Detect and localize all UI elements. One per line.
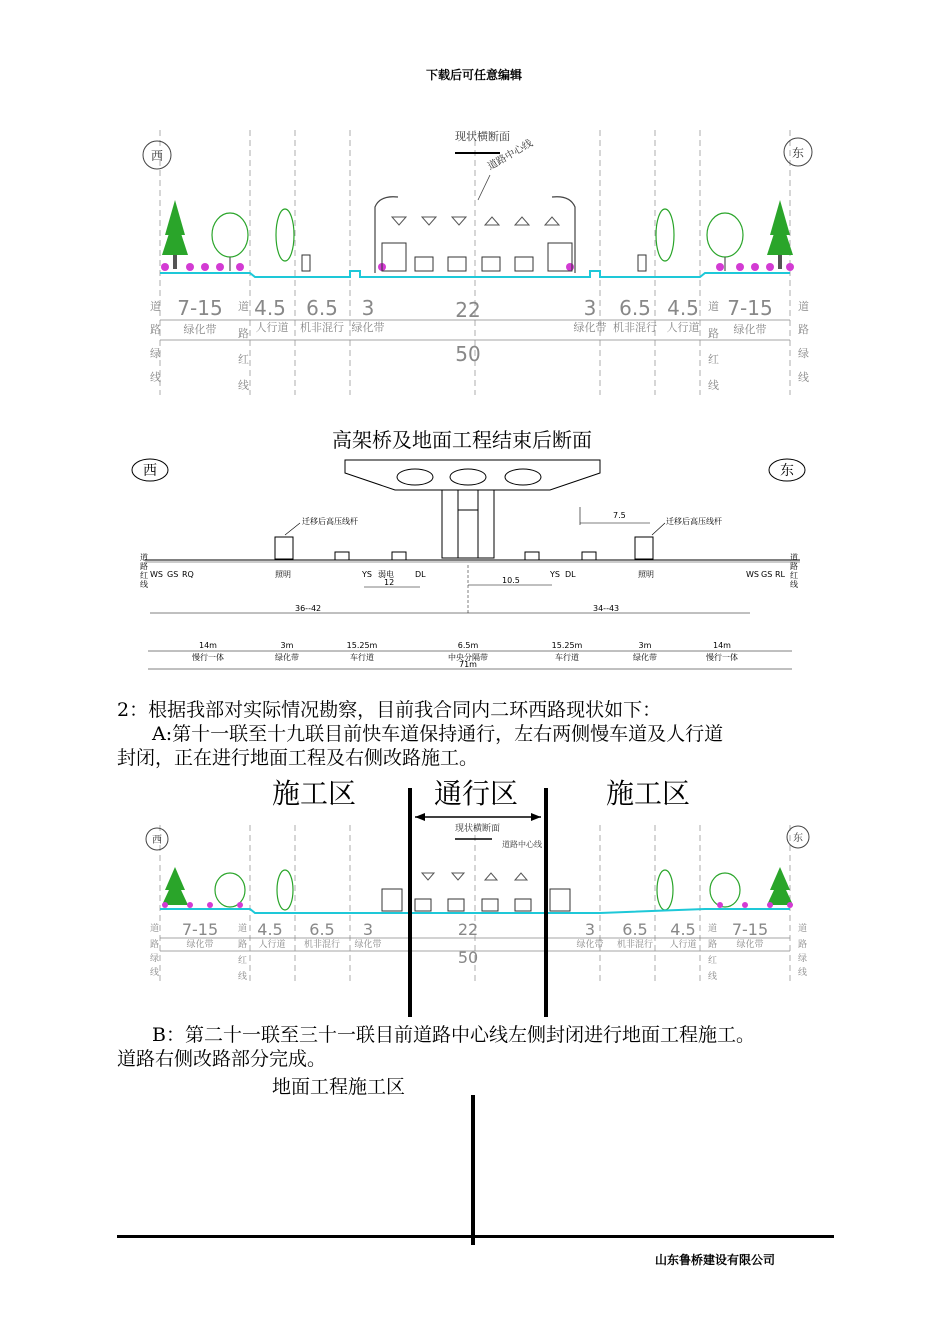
zone-label-right: 施工区 (606, 777, 691, 810)
svg-text:红: 红 (238, 956, 248, 966)
svg-text:4.5: 4.5 (257, 920, 283, 939)
svg-text:GS: GS (761, 570, 773, 579)
bridge-deck (345, 460, 600, 490)
svg-text:道: 道 (238, 924, 248, 934)
svg-text:DL: DL (415, 570, 426, 579)
vehicles (302, 243, 646, 271)
svg-text:3: 3 (584, 920, 596, 939)
center-vertical-line (471, 1095, 475, 1245)
label-nonmotor-right: 机非混行 (613, 321, 657, 334)
total-width: 50 (455, 342, 481, 366)
lamp-left (375, 197, 398, 273)
svg-text:WS: WS (150, 570, 163, 579)
svg-text:线: 线 (708, 972, 718, 982)
width-2: 6.5 (306, 296, 338, 320)
ground-zone-label: 地面工程施工区 (272, 1076, 406, 1098)
width-4: 22 (455, 298, 481, 322)
svg-text:WS: WS (746, 570, 759, 579)
tree-right-1 (767, 200, 793, 269)
svg-text:红: 红 (140, 571, 148, 580)
svg-text:绿化带: 绿化带 (186, 940, 214, 950)
svg-text:线: 线 (150, 968, 160, 978)
svg-text:12: 12 (384, 578, 395, 587)
svg-text:人行道: 人行道 (669, 940, 697, 950)
width-7: 4.5 (667, 296, 699, 320)
svg-text:红: 红 (790, 571, 798, 580)
paragraph-2b: 封闭，正在进行地面工程及右侧改路施工。 (117, 747, 479, 769)
width-1: 4.5 (254, 296, 286, 320)
svg-text:机非混行: 机非混行 (303, 940, 341, 950)
svg-text:路: 路 (708, 327, 719, 340)
svg-text:绿: 绿 (150, 954, 160, 964)
svg-text:50: 50 (457, 948, 479, 967)
svg-text:RQ: RQ (182, 570, 194, 579)
existing-title: 现状横断面 (455, 130, 510, 143)
pole-label-right: 迁移后高压线杆 (666, 517, 722, 526)
compass-east-label: 东 (791, 146, 805, 160)
svg-text:红: 红 (238, 353, 249, 366)
svg-text:10.5: 10.5 (502, 576, 520, 585)
svg-text:15.25m: 15.25m (551, 641, 583, 650)
svg-text:路: 路 (708, 940, 718, 950)
paragraph-1: 2：根据我部对实际情况勘察，目前我合同内二环西路现状如下： (117, 699, 662, 721)
svg-text:车行道: 车行道 (555, 653, 579, 662)
svg-text:绿化带: 绿化带 (633, 653, 657, 662)
svg-text:34--43: 34--43 (593, 604, 620, 613)
svg-text:线: 线 (140, 580, 148, 589)
svg-text:14m: 14m (713, 641, 731, 650)
svg-text:线: 线 (238, 972, 248, 982)
svg-text:路: 路 (238, 940, 248, 950)
width-0: 7-15 (177, 296, 223, 320)
svg-text:6.5: 6.5 (622, 920, 648, 939)
svg-text:道: 道 (798, 924, 808, 934)
svg-text:红: 红 (708, 956, 718, 966)
svg-text:15.25m: 15.25m (346, 641, 378, 650)
svg-text:机非混行: 机非混行 (616, 940, 654, 950)
section2-title: 高架桥及地面工程结束后断面 (332, 428, 592, 452)
svg-text:3m: 3m (638, 641, 652, 650)
svg-text:照明: 照明 (638, 570, 654, 579)
svg-text:6.5m: 6.5m (457, 641, 479, 650)
svg-text:GS: GS (167, 570, 179, 579)
svg-text:路: 路 (150, 940, 160, 950)
svg-text:YS: YS (362, 570, 372, 579)
svg-text:3m: 3m (280, 641, 294, 650)
width-8: 7-15 (727, 296, 773, 320)
paragraph-3a: B：第二十一联至三十一联目前道路中心线左侧封闭进行地面工程施工。 (152, 1024, 755, 1046)
svg-text:绿: 绿 (798, 954, 808, 964)
bridge-pier (442, 490, 494, 558)
existing-cross-section-1 (130, 125, 820, 400)
svg-text:22: 22 (457, 920, 479, 939)
svg-text:7-15: 7-15 (731, 920, 769, 939)
svg-text:4.5: 4.5 (670, 920, 696, 939)
width-3: 3 (361, 296, 375, 320)
tree-right-3 (656, 209, 674, 261)
svg-text:照明: 照明 (275, 570, 291, 579)
svg-text:线: 线 (238, 379, 249, 392)
svg-text:线: 线 (798, 371, 809, 384)
svg-text:西: 西 (143, 463, 157, 479)
tree-left-1 (162, 200, 188, 269)
zone-label-left: 施工区 (272, 777, 357, 810)
svg-text:现状横断面: 现状横断面 (455, 824, 501, 834)
svg-text:YS: YS (550, 570, 560, 579)
label-gb-short-left: 绿化带 (351, 321, 385, 334)
svg-text:14m: 14m (199, 641, 217, 650)
svg-text:道: 道 (708, 924, 718, 934)
svg-text:中央分隔带: 中央分隔带 (448, 653, 488, 662)
svg-text:路: 路 (798, 323, 809, 336)
svg-text:道: 道 (238, 300, 249, 313)
svg-text:弱电: 弱电 (378, 570, 394, 579)
label-green-belt-left: 绿化带 (183, 323, 217, 336)
compass-west-label: 西 (150, 149, 164, 163)
svg-text:绿化带: 绿化带 (275, 653, 299, 662)
paragraph-3b: 道路右侧改路部分完成。 (117, 1048, 327, 1070)
svg-text:路: 路 (790, 562, 798, 571)
svg-text:3: 3 (362, 920, 374, 939)
tree-left-3 (276, 209, 294, 261)
svg-text:路: 路 (798, 940, 808, 950)
svg-text:东: 东 (780, 463, 794, 479)
paragraph-2a: A:第十一联至十九联目前快车道保持通行，左右两侧慢车道及人行道 (152, 723, 724, 745)
horizontal-ground-line (117, 1235, 834, 1238)
svg-text:7-15: 7-15 (181, 920, 219, 939)
svg-text:71m: 71m (459, 660, 477, 669)
svg-text:路: 路 (140, 562, 148, 571)
svg-text:道路中心线: 道路中心线 (502, 840, 542, 849)
svg-text:线: 线 (708, 379, 719, 392)
svg-text:绿: 绿 (798, 347, 809, 360)
svg-text:路: 路 (238, 327, 249, 340)
svg-text:道: 道 (140, 553, 148, 562)
svg-text:道: 道 (708, 300, 719, 313)
svg-text:绿化带: 绿化带 (354, 940, 382, 950)
label-gb-short-right: 绿化带 (573, 321, 607, 334)
zone-label-mid: 通行区 (434, 777, 519, 810)
svg-text:道: 道 (798, 300, 809, 313)
bridge-cross-section (130, 455, 820, 680)
tree-right-2 (707, 213, 743, 271)
shrubs (161, 263, 794, 271)
svg-text:红: 红 (708, 353, 719, 366)
svg-text:RL: RL (775, 570, 786, 579)
svg-text:7.5: 7.5 (613, 511, 626, 520)
svg-text:东: 东 (793, 833, 803, 844)
label-sidewalk-left: 人行道 (255, 321, 289, 334)
svg-text:人行道: 人行道 (258, 940, 286, 950)
lane-arrows (392, 217, 559, 225)
svg-text:线: 线 (150, 371, 161, 384)
svg-text:线: 线 (790, 580, 798, 589)
tree-left-2 (212, 213, 248, 271)
svg-text:道: 道 (150, 924, 160, 934)
svg-text:36--42: 36--42 (295, 604, 322, 613)
svg-text:慢行一体: 慢行一体 (192, 653, 224, 662)
footer-company: 山东鲁桥建设有限公司 (655, 1253, 776, 1267)
label-nonmotor-left: 机非混行 (300, 321, 344, 334)
svg-text:道: 道 (790, 553, 798, 562)
svg-text:道: 道 (150, 300, 161, 313)
width-6: 6.5 (619, 296, 651, 320)
svg-text:慢行一体: 慢行一体 (706, 653, 738, 662)
svg-text:DL: DL (565, 570, 576, 579)
existing-cross-section-2 (130, 785, 820, 1020)
centerline-label: 道路中心线 (486, 138, 535, 173)
svg-text:线: 线 (798, 968, 808, 978)
svg-text:西: 西 (152, 835, 162, 846)
svg-text:6.5: 6.5 (309, 920, 335, 939)
pole-label-left: 迁移后高压线杆 (302, 517, 358, 526)
width-5: 3 (583, 296, 597, 320)
svg-text:车行道: 车行道 (350, 653, 374, 662)
label-green-belt-right: 绿化带 (733, 323, 767, 336)
svg-text:绿化带: 绿化带 (736, 940, 764, 950)
header-note: 下载后可任意编辑 (426, 68, 523, 82)
svg-text:路: 路 (150, 323, 161, 336)
svg-text:绿: 绿 (150, 347, 161, 360)
label-sidewalk-right: 人行道 (666, 321, 700, 334)
svg-text:绿化带: 绿化带 (576, 940, 604, 950)
